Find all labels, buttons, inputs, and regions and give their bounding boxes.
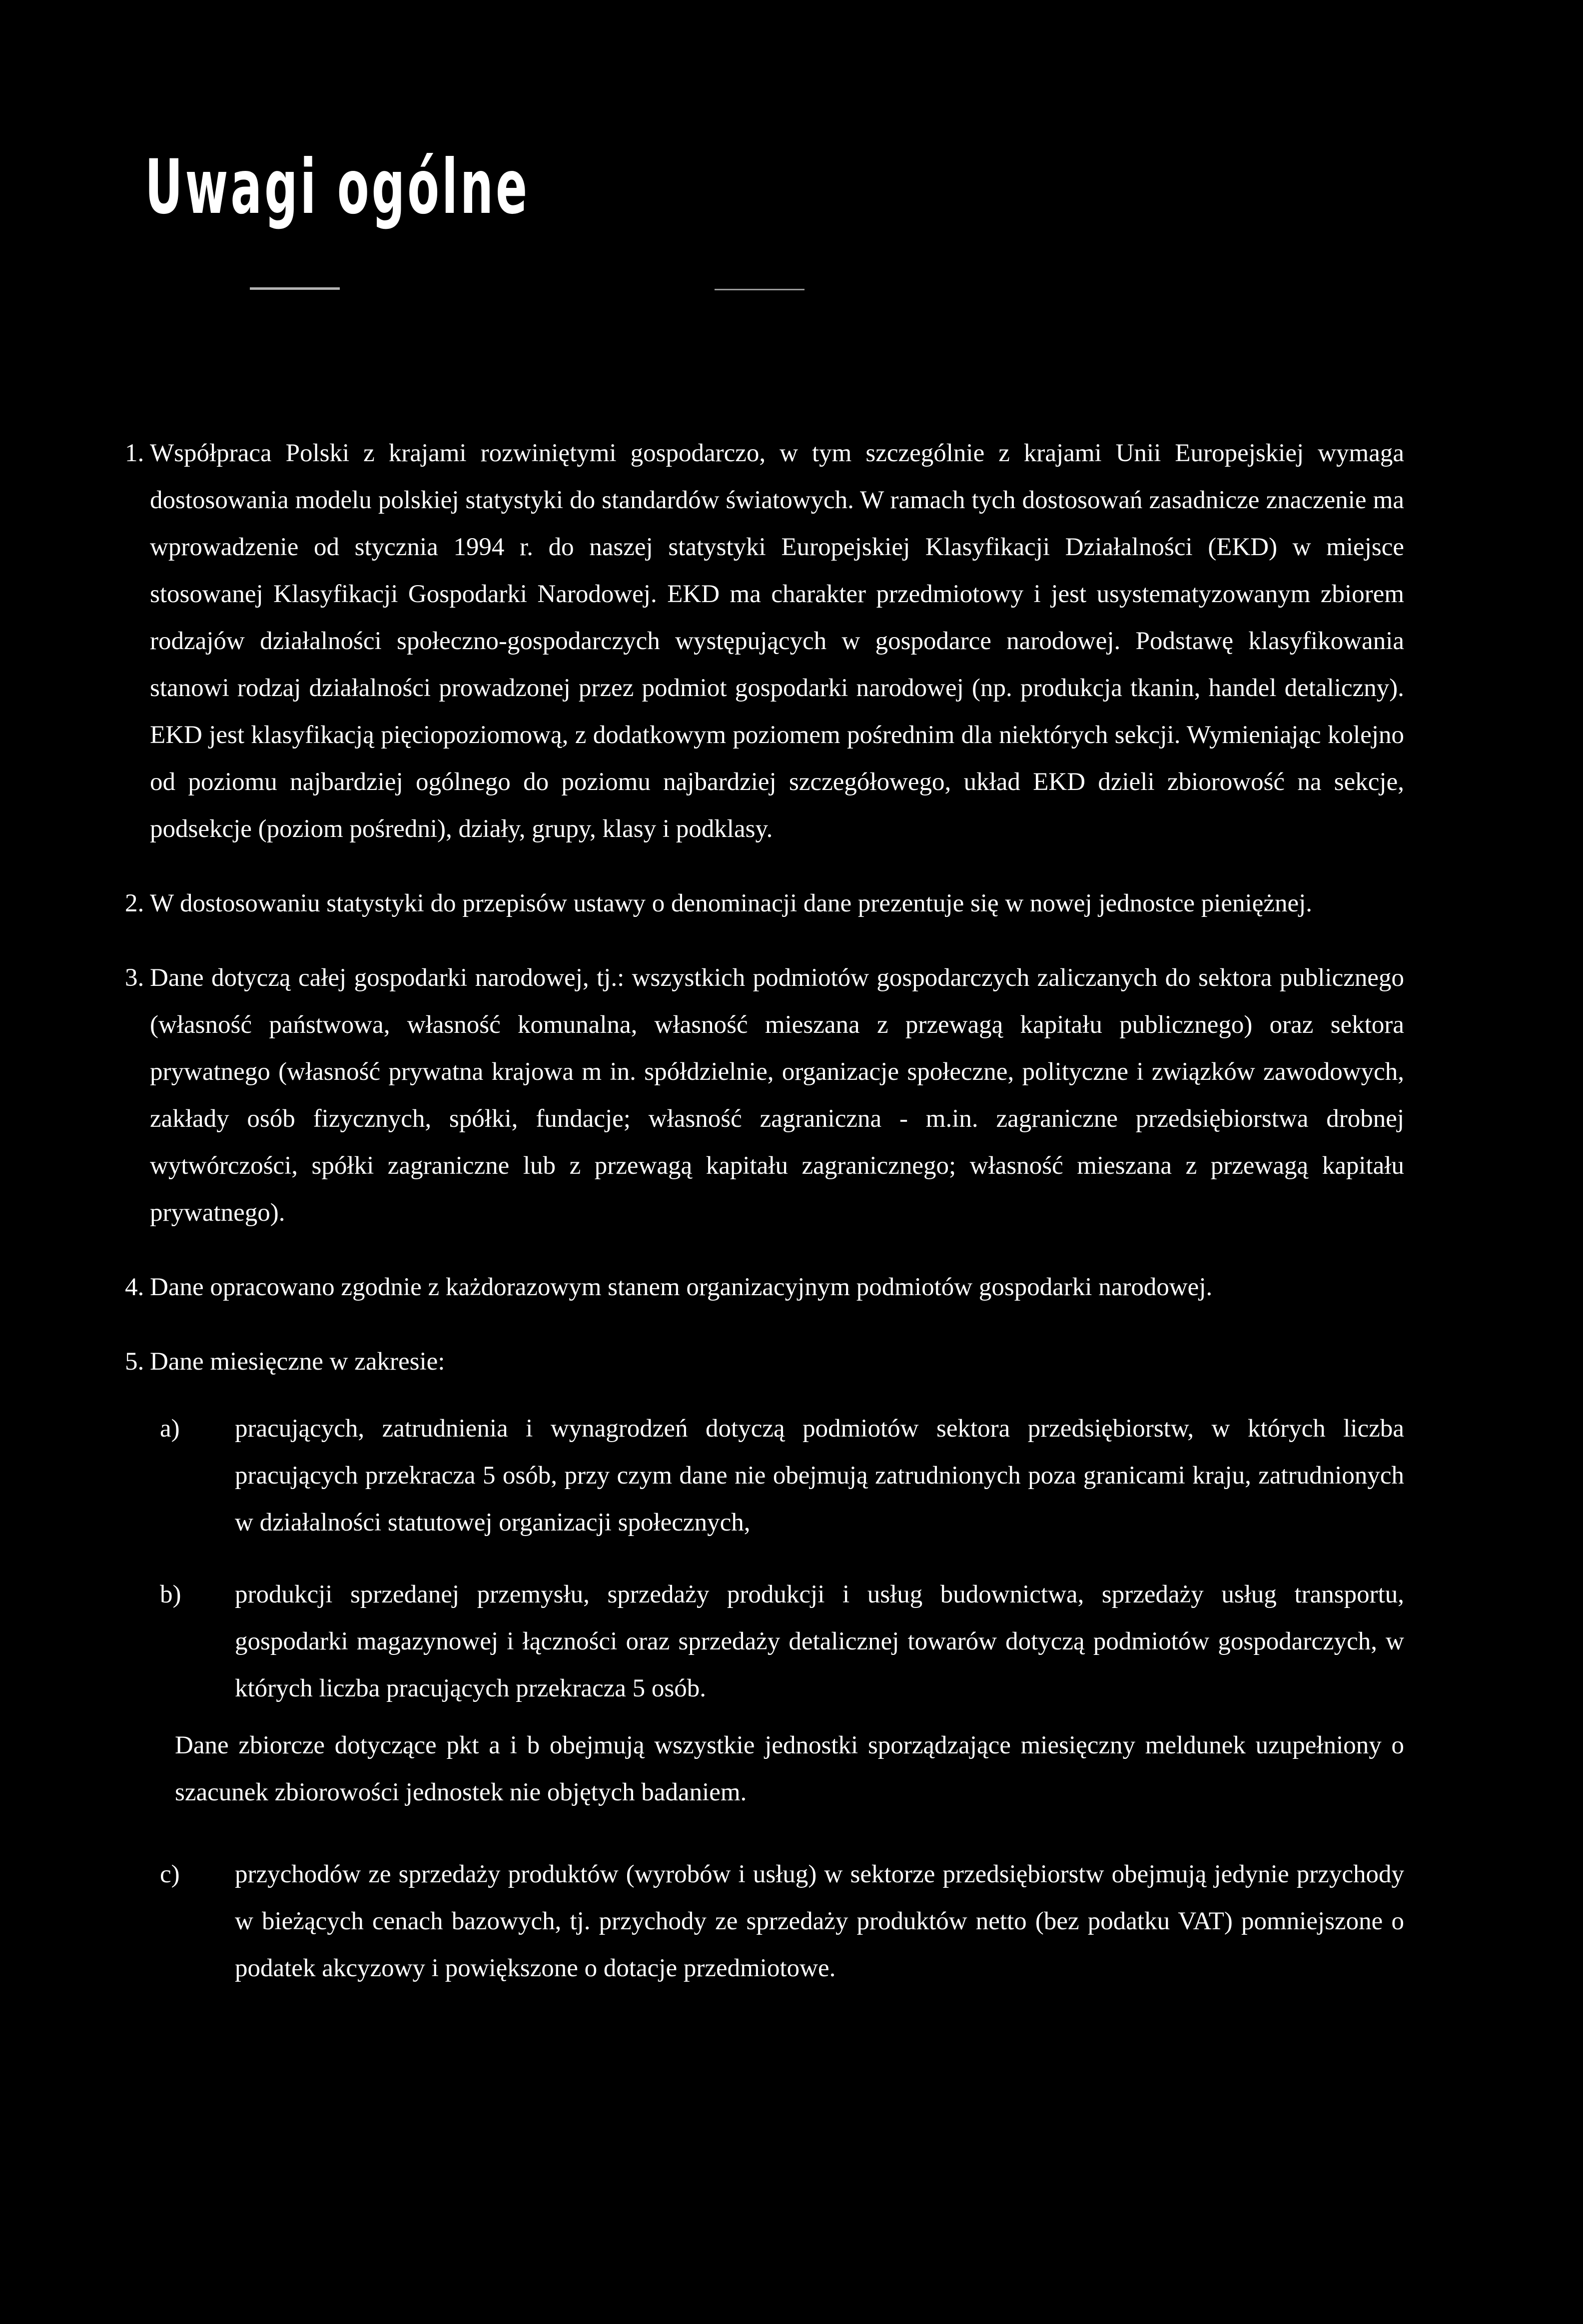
paragraph-text: W dostosowaniu statystyki do przepisów ustawy o denominacji dane prezentuje się w nowej jednostce pieniężnej.	[150, 889, 1313, 917]
sub-item-c	[160, 1851, 1404, 1992]
paragraph-4	[125, 1264, 1404, 1311]
decorative-rule-left	[250, 287, 340, 290]
page-title: Uwagi ogólne	[145, 144, 530, 231]
paragraph-2	[125, 880, 1404, 927]
summary-note: Dane zbiorcze dotyczące pkt a i b obejmują wszystkie jednostki sporządzające miesięczny meldunek uzupełniony o szacunek zbiorowości jednostek nie objętych badaniem.	[175, 1731, 1404, 1806]
paragraph-text: Dane opracowano zgodnie z każdorazowym stanem organizacyjnym podmiotów gospodarki narodowej.	[150, 1273, 1213, 1301]
sub-item-text: produkcji sprzedanej przemysłu, sprzedaży produkcji i usług budownictwa, sprzedaży usług transportu, gospodarki magazynowej i łączności oraz sprzedaży detalicznej towarów dotyczą podmiotów gospodarczych, w których liczba pracujących przekracza 5 osób.	[235, 1580, 1404, 1702]
sub-item-letter: a)	[160, 1415, 180, 1443]
sub-item-letter: b)	[160, 1580, 181, 1608]
paragraph-number: 2.	[125, 889, 144, 917]
paragraph-1	[125, 430, 1404, 852]
decorative-rule-right	[715, 289, 804, 290]
sub-item-b	[160, 1571, 1404, 1712]
paragraph-3	[125, 954, 1404, 1236]
paragraph-number: 1.	[125, 439, 144, 467]
paragraph-text: Dane miesięczne w zakresie:	[150, 1348, 445, 1376]
paragraph-5	[125, 1338, 1404, 1385]
paragraph-number: 5.	[125, 1348, 144, 1376]
document-body	[125, 430, 1404, 1997]
sub-item-text: pracujących, zatrudnienia i wynagrodzeń dotyczą podmiotów sektora przedsiębiorstw, w których liczba pracujących przekracza 5 osób, przy czym dane nie obejmują zatrudnionych poza granicami kraju, zatrudnionych w działalności statutowej organizacji społecznych,	[235, 1415, 1404, 1537]
sub-item-letter: c)	[160, 1860, 180, 1888]
paragraph-text: Współpraca Polski z krajami rozwiniętymi gospodarczo, w tym szczególnie z krajami Unii Europejskiej wymaga dostosowania modelu polskiej statystyki do standardów światowych. W ramach tych dostosowań zasadnicze znaczenie ma wprowadzenie od stycznia 1994 r. do naszej statystyki Europejskiej Klasyfikacji Działalności (EKD) w miejsce stosowanej Klasyfikacji Gospodarki Narodowej. EKD ma charakter przedmiotowy i jest usystematyzowanym zbiorem rodzajów działalności społeczno-gospodarczych występujących w gospodarce narodowej. Podstawę klasyfikowania stanowi rodzaj działalności prowadzonej przez podmiot gospodarki narodowej (np. produkcja tkanin, handel detaliczny). EKD jest klasyfikacją pięciopoziomową, z dodatkowym poziomem pośrednim dla niektórych sekcji. Wymieniając kolejno od poziomu najbardziej ogólnego do poziomu najbardziej szczegółowego, układ EKD dzieli zbiorowość na sekcje, podsekcje (poziom pośredni), działy, grupy, klasy i podklasy.	[150, 439, 1404, 843]
sub-item-text: przychodów ze sprzedaży produktów (wyrobów i usług) w sektorze przedsiębiorstw obejmują jedynie przychody w bieżących cenach bazowych, tj. przychody ze sprzedaży produktów netto (bez podatku VAT) pomniejszone o podatek akcyzowy i powiększone o dotacje przedmiotowe.	[235, 1860, 1404, 1982]
sub-item-a	[160, 1405, 1404, 1546]
paragraph-number: 3.	[125, 964, 144, 992]
paragraph-text: Dane dotyczą całej gospodarki narodowej, tj.: wszystkich podmiotów gospodarczych zaliczanych do sektora publicznego (własność państwowa, własność komunalna, własność mieszana z przewagą kapitału publicznego) oraz sektora prywatnego (własność prywatna krajowa m in. spółdzielnie, organizacje społeczne, polityczne i związków zawodowych, zakłady osób fizycznych, spółki, fundacje; własność zagraniczna - m.in. zagraniczne przedsiębiorstwa drobnej wytwórczości, spółki zagraniczne lub z przewagą kapitału zagranicznego; własność mieszana z przewagą kapitału prywatnego).	[150, 964, 1404, 1227]
paragraph-number: 4.	[125, 1273, 144, 1301]
